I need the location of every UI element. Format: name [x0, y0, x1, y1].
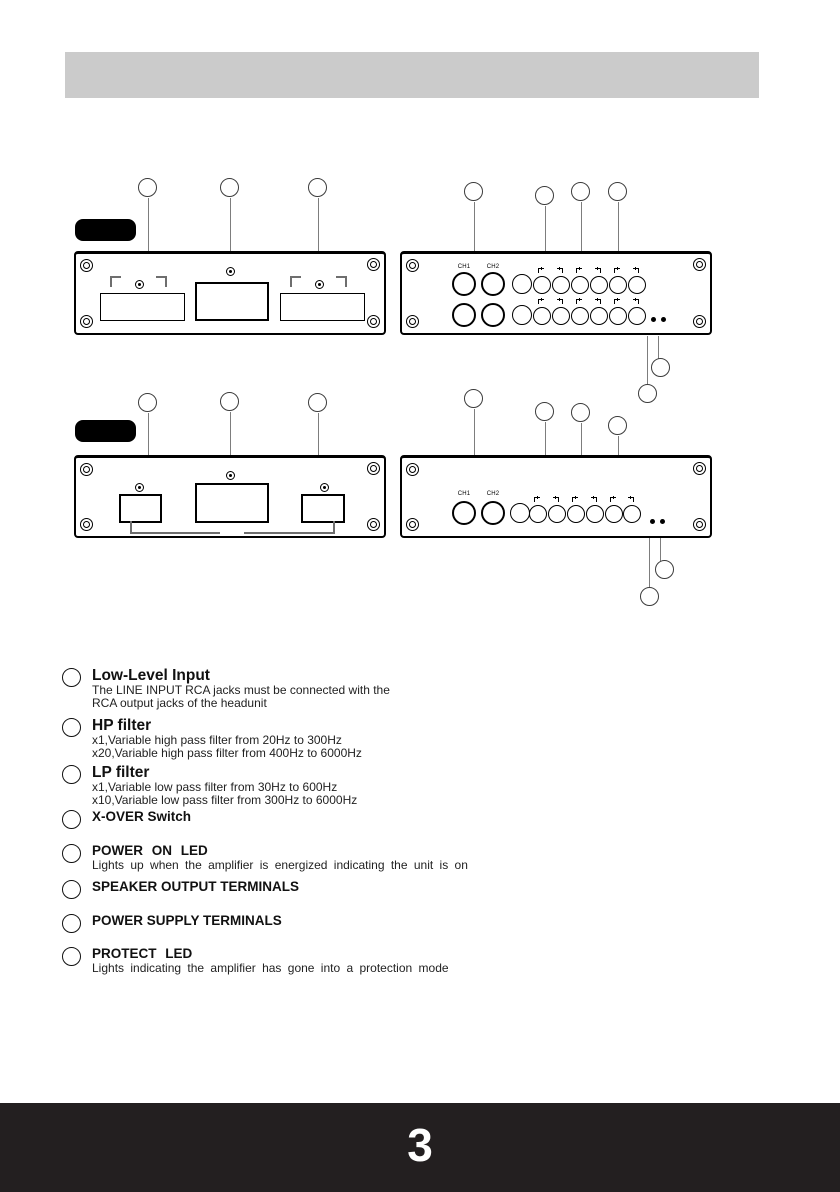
callout-circle [608, 182, 627, 201]
knob-scale-mark [576, 268, 582, 273]
filter-knob [586, 505, 604, 523]
legend-callout-circle [62, 765, 81, 784]
speaker-terminal-block [100, 293, 185, 321]
callout-circle [138, 393, 157, 412]
knob-scale-mark [538, 268, 544, 273]
speaker-terminal-block [119, 494, 162, 523]
power-led-dot [651, 317, 656, 322]
protect-led-dot [660, 519, 665, 524]
legend-title: LP filter [92, 764, 150, 781]
legend-item [62, 717, 482, 760]
callout-circle [535, 186, 554, 205]
legend-item [62, 809, 482, 829]
legend-desc-line: Lights up when the amplifier is energized indicating the unit is on [92, 858, 468, 872]
speaker-terminal-block [301, 494, 345, 523]
power-terminal-block [195, 483, 269, 523]
rear-panel-2ch [74, 455, 386, 538]
callout-circle [138, 178, 157, 197]
rca-input-jack [481, 501, 505, 525]
header-bar [65, 52, 759, 98]
channel-label: CH1 [457, 264, 471, 270]
corner-screw-icon [693, 315, 706, 328]
corner-screw-icon [406, 259, 419, 272]
legend-desc-line: RCA output jacks of the headunit [92, 696, 267, 710]
knob-scale-mark [572, 497, 578, 502]
legend-callout-circle [62, 947, 81, 966]
corner-screw-icon [406, 518, 419, 531]
legend-desc-line: x1,Variable low pass filter from 30Hz to 600Hz [92, 780, 338, 794]
legend-title: PROTECT LED [92, 946, 193, 961]
legend-callout-circle [62, 844, 81, 863]
model-badge-2ch [75, 420, 136, 442]
corner-screw-icon [693, 258, 706, 271]
legend-desc-line: Lights indicating the amplifier has gone into a protection mode [92, 961, 449, 975]
legend-callout-circle [62, 668, 81, 687]
knob-scale-mark [628, 497, 634, 502]
legend-title: X-OVER Switch [92, 809, 192, 824]
callout-line [581, 202, 582, 251]
small-screw-icon [315, 280, 324, 289]
wiring-bracket-icon [244, 521, 335, 534]
callout-line [148, 413, 149, 455]
callout-line [474, 202, 475, 251]
filter-knob [571, 276, 589, 294]
power-led-dot [650, 519, 655, 524]
callout-circle [655, 560, 674, 579]
control-panel-4ch [400, 251, 712, 335]
knob-scale-mark [633, 299, 639, 304]
knob-scale-mark [614, 299, 620, 304]
legend-callout-circle [62, 914, 81, 933]
corner-screw-icon [80, 518, 93, 531]
filter-knob [590, 307, 608, 325]
corner-screw-icon [367, 315, 380, 328]
callout-line [649, 538, 650, 588]
callout-line [318, 198, 319, 251]
knob-scale-mark [557, 299, 563, 304]
legend-desc-line: x10,Variable low pass filter from 300Hz to 6000Hz [92, 793, 358, 807]
knob-scale-mark [595, 299, 601, 304]
legend-callout-circle [62, 810, 81, 829]
protect-led-dot [661, 317, 666, 322]
control-panel-2ch [400, 455, 712, 538]
corner-screw-icon [693, 518, 706, 531]
callout-line [618, 202, 619, 251]
knob-scale-mark [534, 497, 540, 502]
callout-circle [464, 389, 483, 408]
filter-knob [571, 307, 589, 325]
legend-desc-line: x20,Variable high pass filter from 400Hz to 6000Hz [92, 746, 362, 760]
legend-callout-circle [62, 718, 81, 737]
corner-screw-icon [406, 315, 419, 328]
callout-line [230, 412, 231, 455]
callout-circle [220, 178, 239, 197]
legend-item [62, 764, 482, 807]
callout-circle [308, 178, 327, 197]
rca-input-jack [452, 303, 476, 327]
filter-knob [533, 276, 551, 294]
callout-line [545, 422, 546, 455]
rca-input-jack [481, 272, 505, 296]
callout-circle [308, 393, 327, 412]
callout-circle [608, 416, 627, 435]
corner-screw-icon [80, 463, 93, 476]
wiring-bracket-icon [130, 521, 220, 534]
legend-item [62, 879, 482, 899]
corner-screw-icon [406, 463, 419, 476]
legend-item [62, 946, 482, 975]
filter-knob [552, 276, 570, 294]
rca-input-jack [452, 272, 476, 296]
filter-knob [609, 276, 627, 294]
knob-scale-mark [633, 268, 639, 273]
knob-scale-mark [576, 299, 582, 304]
callout-circle [571, 403, 590, 422]
callout-circle [220, 392, 239, 411]
corner-screw-icon [367, 462, 380, 475]
small-screw-icon [226, 267, 235, 276]
corner-screw-icon [80, 259, 93, 272]
legend-title: SPEAKER OUTPUT TERMINALS [92, 879, 300, 894]
filter-knob [567, 505, 585, 523]
small-screw-icon [135, 280, 144, 289]
footer-bar [0, 1103, 840, 1192]
callout-circle [464, 182, 483, 201]
small-screw-icon [320, 483, 329, 492]
callout-line [618, 436, 619, 455]
legend-callout-circle [62, 880, 81, 899]
small-screw-icon [135, 483, 144, 492]
filter-knob [590, 276, 608, 294]
terminal-bracket-icon [336, 276, 347, 287]
corner-screw-icon [693, 462, 706, 475]
legend-desc-line: x1,Variable high pass filter from 20Hz to 300Hz [92, 733, 342, 747]
rear-panel-4ch [74, 251, 386, 335]
rca-input-jack [452, 501, 476, 525]
filter-knob [529, 505, 547, 523]
callout-line [647, 336, 648, 385]
power-terminal-block [195, 282, 269, 321]
knob-scale-mark [614, 268, 620, 273]
callout-line [658, 336, 659, 359]
filter-knob [628, 276, 646, 294]
filter-knob [510, 503, 530, 523]
knob-scale-mark [610, 497, 616, 502]
speaker-terminal-block [280, 293, 365, 321]
page-number: 3 [407, 1118, 433, 1171]
small-screw-icon [226, 471, 235, 480]
filter-knob [512, 305, 532, 325]
knob-scale-mark [591, 497, 597, 502]
knob-scale-mark [553, 497, 559, 502]
legend-desc-line: The LINE INPUT RCA jacks must be connected with the [92, 683, 390, 697]
legend-list [62, 667, 482, 975]
terminal-bracket-icon [290, 276, 301, 287]
callout-line [545, 206, 546, 251]
filter-knob [533, 307, 551, 325]
callout-circle [535, 402, 554, 421]
channel-label: CH1 [457, 491, 471, 497]
model-badge-4ch [75, 219, 136, 241]
legend-item [62, 843, 482, 872]
callout-circle [651, 358, 670, 377]
filter-knob [628, 307, 646, 325]
filter-knob [548, 505, 566, 523]
terminal-bracket-icon [156, 276, 167, 287]
filter-knob [512, 274, 532, 294]
filter-knob [605, 505, 623, 523]
knob-scale-mark [595, 268, 601, 273]
callout-circle [638, 384, 657, 403]
callout-line [474, 409, 475, 455]
callout-line [230, 198, 231, 251]
callout-line [581, 423, 582, 455]
filter-knob [623, 505, 641, 523]
legend-title: POWER ON LED [92, 843, 208, 858]
terminal-bracket-icon [110, 276, 121, 287]
knob-scale-mark [557, 268, 563, 273]
legend-item [62, 667, 482, 710]
channel-label: CH2 [486, 264, 500, 270]
knob-scale-mark [538, 299, 544, 304]
corner-screw-icon [80, 315, 93, 328]
legend-title: Low-Level Input [92, 667, 210, 684]
corner-screw-icon [367, 518, 380, 531]
callout-line [318, 413, 319, 455]
corner-screw-icon [367, 258, 380, 271]
callout-line [660, 538, 661, 561]
filter-knob [609, 307, 627, 325]
legend-item [62, 913, 482, 933]
filter-knob [552, 307, 570, 325]
rca-input-jack [481, 303, 505, 327]
callout-line [148, 198, 149, 251]
channel-label: CH2 [486, 491, 500, 497]
legend-title: HP filter [92, 717, 152, 734]
callout-circle [571, 182, 590, 201]
legend-title: POWER SUPPLY TERMINALS [92, 913, 282, 928]
callout-circle [640, 587, 659, 606]
